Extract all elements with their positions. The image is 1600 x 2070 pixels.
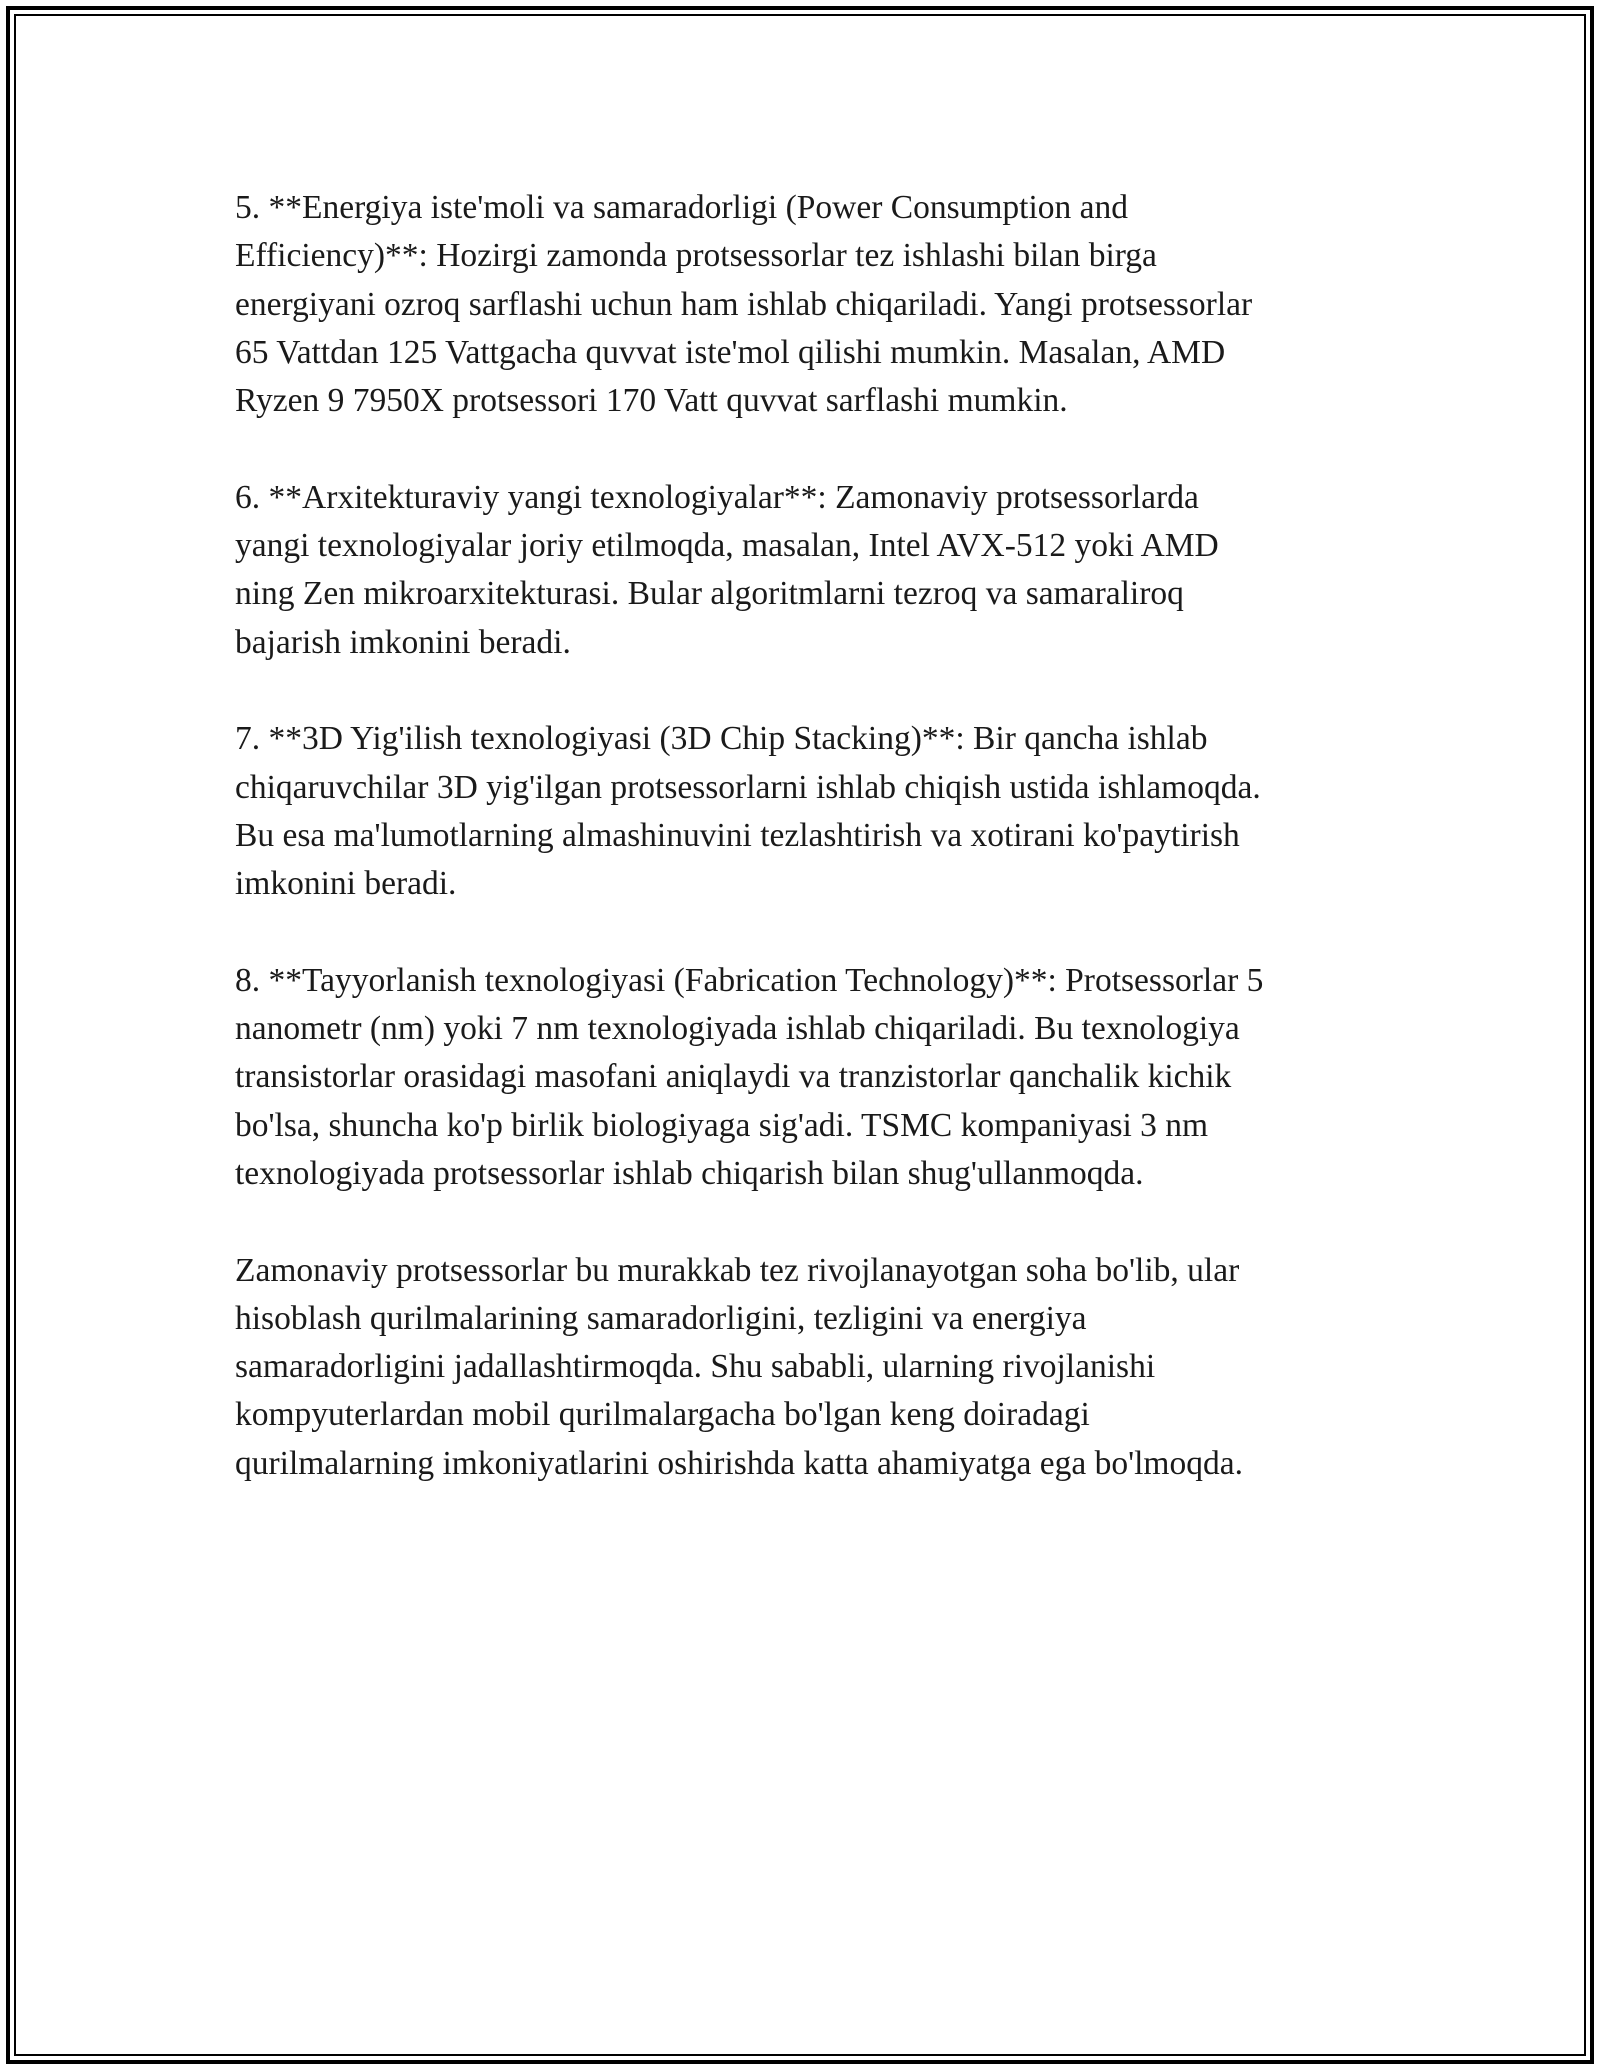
text-line: Efficiency)**: Hozirgi zamonda protsessorlar tez ishlashi bilan birga bbox=[235, 237, 1157, 275]
paragraph-conclusion bbox=[235, 1247, 1375, 1488]
text-line: 6. **Arxitekturaviy yangi texnologiyalar**: Zamonaviy protsessorlarda bbox=[235, 478, 1199, 516]
text-line: 5. **Energiya iste'moli va samaradorligi (Power Consumption and bbox=[235, 189, 1129, 226]
text-line: bo'lsa, shuncha ko'p birlik biologiyaga sig'adi. TSMC kompaniyasi 3 nm bbox=[235, 1106, 1209, 1144]
document-body bbox=[235, 184, 1375, 1536]
text-line: texnologiyada protsessorlar ishlab chiqarish bilan shug'ullanmoqda. bbox=[235, 1154, 1144, 1192]
paragraph-energy bbox=[235, 184, 1375, 425]
text-line: yangi texnologiyalar joriy etilmoqda, masalan, Intel AVX-512 yoki AMD bbox=[235, 527, 1219, 565]
text-line: nanometr (nm) yoki 7 nm texnologiyada ishlab chiqariladi. Bu texnologiya bbox=[235, 1010, 1240, 1048]
text-line: samaradorligini jadallashtirmoqda. Shu sababli, ularning rivojlanishi bbox=[235, 1348, 1156, 1386]
text-line: bajarish imkonini beradi. bbox=[235, 623, 571, 661]
text-line: 8. **Tayyorlanish texnologiyasi (Fabrication Technology)**: Protsessorlar 5 bbox=[235, 961, 1264, 999]
text-line: kompyuterlardan mobil qurilmalargacha bo'lgan keng doiradagi bbox=[235, 1396, 1090, 1434]
text-line: Ryzen 9 7950X protsessori 170 Vatt quvvat sarflashi mumkin. bbox=[235, 382, 1068, 420]
text-line: hisoblash qurilmalarining samaradorligini, tezligini va energiya bbox=[235, 1299, 1087, 1337]
text-line: Bu esa ma'lumotlarning almashinuvini tezlashtirish va xotirani ko'paytirish bbox=[235, 816, 1240, 854]
text-line: 65 Vattdan 125 Vattgacha quvvat iste'mol qilishi mumkin. Masalan, AMD bbox=[235, 333, 1226, 371]
text-line: transistorlar orasidagi masofani aniqlaydi va tranzistorlar qanchalik kichik bbox=[235, 1058, 1232, 1096]
paragraph-architecture bbox=[235, 474, 1375, 667]
text-line: energiyani ozroq sarflashi uchun ham ishlab chiqariladi. Yangi protsessorlar bbox=[235, 285, 1253, 323]
text-line: 7. **3D Yig'ilish texnologiyasi (3D Chip Stacking)**: Bir qancha ishlab bbox=[235, 720, 1208, 758]
text-line: imkonini beradi. bbox=[235, 865, 457, 903]
text-line: qurilmalarning imkoniyatlarini oshirishda katta ahamiyatga ega bo'lmoqda. bbox=[235, 1444, 1243, 1482]
text-line: ning Zen mikroarxitekturasi. Bular algoritmlarni tezroq va samaraliroq bbox=[235, 575, 1184, 613]
text-line: Zamonaviy protsessorlar bu murakkab tez rivojlanayotgan soha bo'lib, ular bbox=[235, 1251, 1240, 1289]
paragraph-fabrication bbox=[235, 957, 1375, 1198]
text-line: chiqaruvchilar 3D yig'ilgan protsessorlarni ishlab chiqish ustida ishlamoqda. bbox=[235, 768, 1261, 806]
paragraph-3d-stacking bbox=[235, 715, 1375, 908]
